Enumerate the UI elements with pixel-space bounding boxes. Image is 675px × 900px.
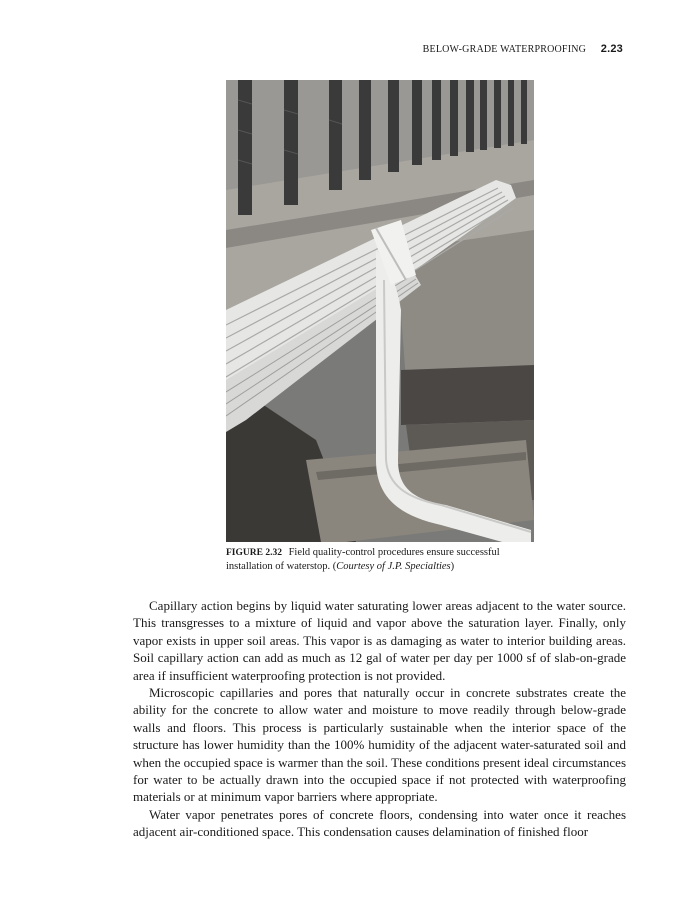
waterstop-photo	[226, 80, 534, 542]
figure-caption	[226, 546, 546, 573]
figure-label: FIGURE 2.32	[226, 548, 282, 558]
caption-credit: Courtesy of J.P. Specialties	[336, 561, 451, 572]
paragraph-water-vapor: Water vapor penetrates pores of concrete floors, condensing into water once it reaches adjacent air-conditioned space. This condensation causes delamination of finished floor	[133, 806, 626, 840]
paragraph-capillary-action: Capillary action begins by liquid water saturating lower areas adjacent to the water source. This transgresses to a mixture of liquid and vapor above the saturation layer. Finally, only vapor exists in upper soil areas. This vapor is as damaging as water to interior building areas. Soil capillary action can add as much as 12 gal of water per day per 1000 sf of slab-on-grade area if insufficient waterproofing protection is not provided.	[133, 598, 626, 683]
paragraph-microscopic-capillaries: Microscopic capillaries and pores that naturally occur in concrete substrates create the ability for the concrete to allow water and moisture to move readily through below-grade walls and floors. This process is particularly sustainable when the interior space of the structure has lower humidity than the 100% humidity of the adjacent water-saturated soil and when the occupied space is warmer than the soil. These conditions present ideal circumstances for water to be actually drawn into the occupied space if not protected with waterproofing materials or at minimum vapor barriers where appropriate.	[133, 685, 626, 805]
body-text	[133, 597, 626, 841]
running-header	[423, 43, 623, 55]
caption-end: )	[450, 561, 455, 572]
page-number: 2.23	[600, 43, 623, 55]
caption-text: Field quality-control procedures ensure successful installation of waterstop. (	[226, 547, 500, 572]
section-title: BELOW-GRADE WATERPROOFING	[422, 44, 587, 55]
